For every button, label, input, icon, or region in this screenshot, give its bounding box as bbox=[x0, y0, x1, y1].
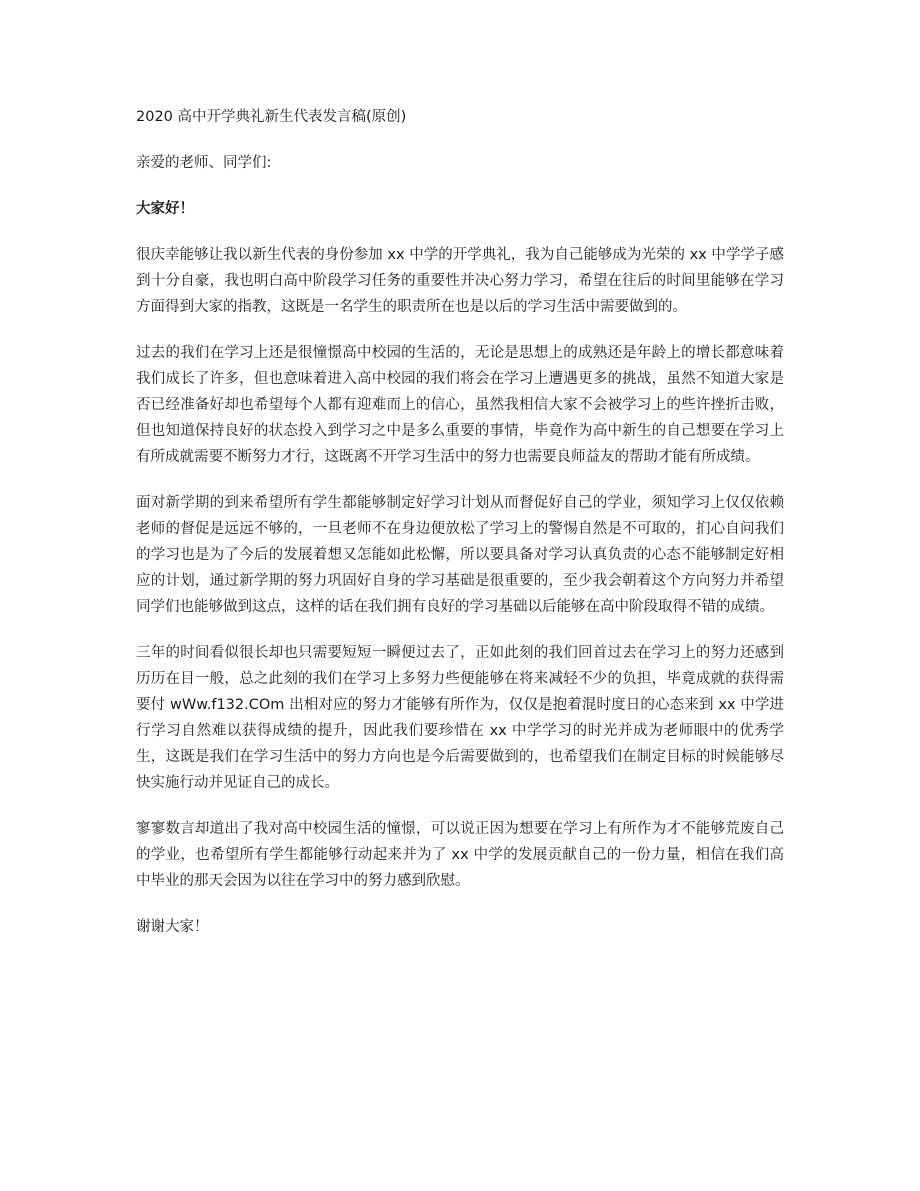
salutation: 亲爱的老师、同学们: bbox=[136, 155, 272, 171]
greeting: 大家好！ bbox=[136, 201, 194, 217]
paragraph-2: 过去的我们在学习上还是很憧憬高中校园的生活的，无论是思想上的成熟还是年龄上的增长都意味着我们成长了许多，但也意味着进入高中校园的我们将会在学习上遭遇更多的挑战，虽然不知道大家是否已经准备好却也希望每个人都有迎难而上的信心，虽然我相信大家不会被学习上的些许挫折击败，但也知道保持良好的状态投入到学习之中是多么重要的事情，毕竟作为高中新生的自己想要在学习上有所成就需要不断努力才行，这既离不开学习生活中的努力也需要良师益友的帮助才能有所成绩。 bbox=[136, 345, 784, 465]
document-body bbox=[136, 104, 784, 960]
closing: 谢谢大家！ bbox=[136, 919, 209, 935]
paragraph-4: 三年的时间看似很长却也只需要短短一瞬便过去了，正如此刻的我们回首过去在学习上的努力还感到历历在目一般，总之此刻的我们在学习上多努力些便能够在将来减轻不少的负担，毕竟成就的获得需要付 wWw.f132.COm 出相对应的努力才能够有所作为，仅仅是抱着混时度日的心态来到 xx 中学进行学习自然难以获得成绩的提升，因此我们要珍惜在 xx 中学学习的时光并成为老师眼中的优秀学生，这既是我们在学习生活中的努力方向也是今后需要做到的，也希望我们在制定目标的时候能够尽快实施行动并见证自己的成长。 bbox=[136, 645, 784, 791]
paragraph-5: 寥寥数言却道出了我对高中校园生活的憧憬，可以说正因为想要在学习上有所作为才不能够荒废自己的学业，也希望所有学生都能够行动起来并为了 xx 中学的发展贡献自己的一份力量，相信在我们高中毕业的那天会因为以往在学习中的努力感到欣慰。 bbox=[136, 821, 784, 889]
paragraph-1: 很庆幸能够让我以新生代表的身份参加 xx 中学的开学典礼，我为自己能够成为光荣的 xx 中学学子感到十分自豪，我也明白高中阶段学习任务的重要性并决心努力学习，希望在往后的时间里能够在学习方面得到大家的指教，这既是一名学生的职责所在也是以后的学习生活中需要做到的。 bbox=[136, 247, 784, 315]
paragraph-3: 面对新学期的到来希望所有学生都能够制定好学习计划从而督促好自己的学业，须知学习上仅仅依赖老师的督促是远远不够的，一旦老师不在身边便放松了学习上的警惕自然是不可取的，扪心自问我们的学习也是为了今后的发展着想又怎能如此松懈，所以要具备对学习认真负责的心态不能够制定好相应的计划，通过新学期的努力巩固好自身的学习基础是很重要的，至少我会朝着这个方向努力并希望同学们也能够做到这点，这样的话在我们拥有良好的学习基础以后能够在高中阶段取得不错的成绩。 bbox=[136, 495, 784, 615]
document-title: 2020 高中开学典礼新生代表发言稿(原创) bbox=[136, 109, 407, 125]
